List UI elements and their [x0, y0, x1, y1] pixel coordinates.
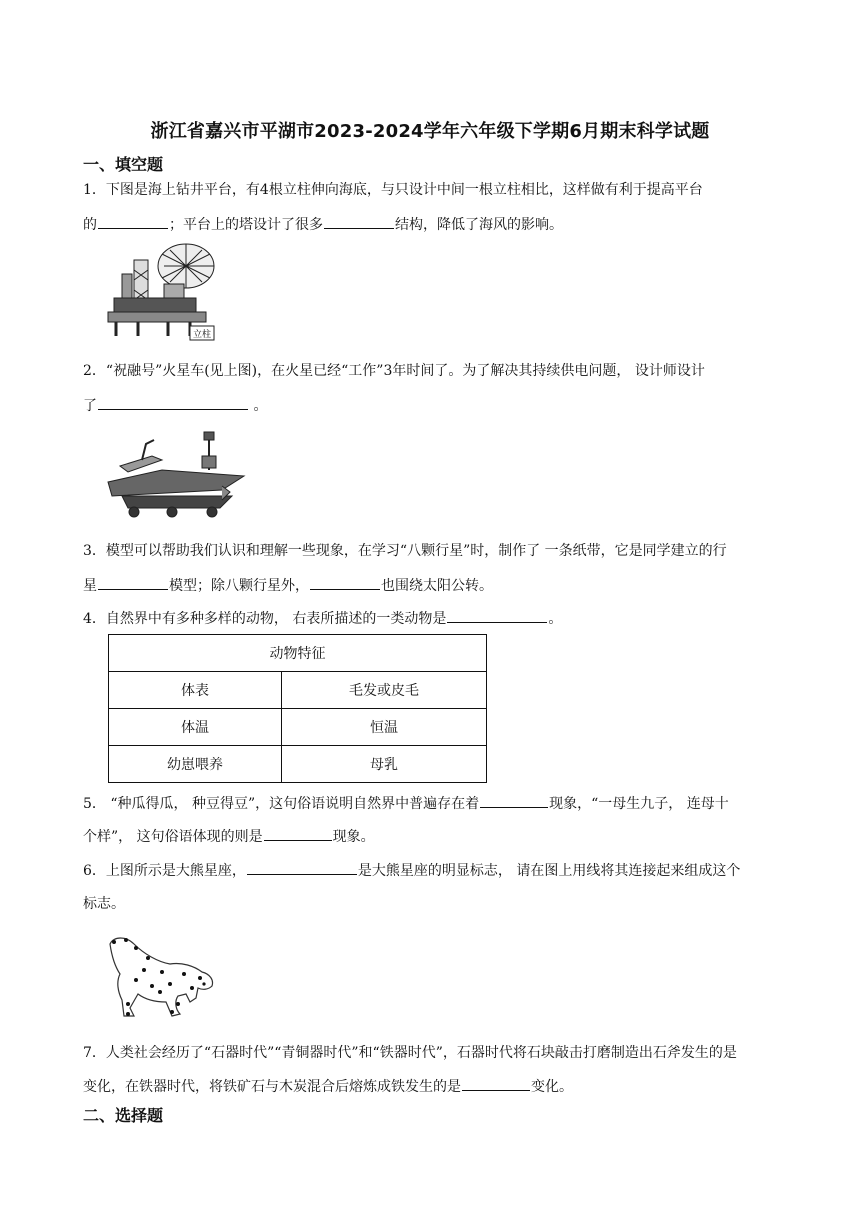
drilling-platform-figure — [104, 240, 216, 342]
q2-text-a: 了 — [83, 398, 97, 414]
q2-blank-1[interactable] — [98, 395, 248, 410]
q3-line2 — [83, 575, 783, 596]
q5-text-c: 个样”， 这句俗语体现的则是 — [83, 829, 263, 845]
q5-line1 — [83, 793, 783, 814]
q5-text-a: 5． “种瓜得瓜， 种豆得豆”，这句俗语说明自然界中普遍存在着 — [83, 796, 480, 812]
q2-text-b: 。 — [249, 398, 268, 414]
q3-text-b: 模型；除八颗行星外， — [169, 578, 309, 594]
table-cell-value: 毛发或皮毛 — [282, 672, 487, 709]
table-cell-feature: 体温 — [109, 709, 282, 746]
q4-text-b: 。 — [548, 611, 563, 627]
table-cell-value: 母乳 — [282, 746, 487, 783]
q1-line1: 1．下图是海上钻井平台，有4根立柱伸向海底，与只设计中间一根立柱相比，这样做有利于提高平台 — [83, 182, 703, 198]
table-header-cell: 动物特征 — [109, 635, 487, 672]
q1-text-a: 的 — [83, 217, 97, 233]
q1-text-b: ；平台上的塔设计了很多 — [169, 217, 323, 233]
q2-line1: 2．“祝融号”火星车(见上图)，在火星已经“工作”3年时间了。为了解决其持续供电问题， 设计师设计 — [83, 363, 705, 379]
animal-traits-table — [108, 634, 487, 783]
q4-text-a: 4．自然界中有多种多样的动物， 右表所描述的一类动物是 — [83, 611, 447, 627]
q7-text-b: 变化。 — [531, 1079, 573, 1095]
section-heading-choice: 二、选择题 — [83, 1106, 164, 1125]
table-row — [109, 746, 487, 783]
q7-line1: 7．人类社会经历了“石器时代”“青铜器时代”和“铁器时代”，石器时代将石块敲击打磨制造出石斧发生的是 — [83, 1045, 737, 1061]
q7-line2 — [83, 1076, 783, 1097]
q7-blank-1[interactable] — [462, 1076, 530, 1091]
q4-blank-1[interactable] — [447, 608, 547, 623]
q5-text-d: 现象。 — [332, 829, 375, 845]
q6-line2: 标志。 — [83, 896, 125, 912]
q6-text-a: 6．上图所示是大熊星座， — [83, 863, 246, 879]
q6-text-b: 是大熊星座的明显标志， 请在图上用线将其连接起来组成这个 — [357, 863, 741, 879]
q3-blank-2[interactable] — [310, 575, 380, 590]
q2-line2 — [83, 395, 783, 416]
table-row — [109, 672, 487, 709]
q5-text-b: 现象，“一母生九子， 连母十 — [549, 796, 729, 812]
q1-line2 — [83, 214, 783, 235]
q1-blank-1[interactable] — [98, 214, 168, 229]
q5-blank-1[interactable] — [480, 793, 548, 808]
q6-line1 — [83, 860, 783, 881]
table-cell-feature: 幼崽喂养 — [109, 746, 282, 783]
zhurong-rover-figure — [102, 426, 248, 520]
table-cell-feature: 体表 — [109, 672, 282, 709]
table-cell-value: 恒温 — [282, 709, 487, 746]
table-row — [109, 709, 487, 746]
q5-blank-2[interactable] — [264, 826, 332, 841]
ursa-major-figure — [104, 932, 218, 1022]
q7-text-a: 变化，在铁器时代，将铁矿石与木炭混合后熔炼成铁发生的是 — [83, 1079, 461, 1095]
q3-line1: 3．模型可以帮助我们认识和理解一些现象，在学习“八颗行星”时，制作了 一条纸带，它是同学建立的行 — [83, 543, 727, 559]
q1-blank-2[interactable] — [324, 214, 394, 229]
q3-text-c: 也围绕太阳公转。 — [381, 578, 493, 594]
table-header-row — [109, 635, 487, 672]
q5-line2 — [83, 826, 783, 847]
q3-text-a: 星 — [83, 578, 97, 594]
q1-text-c: 结构，降低了海风的影响。 — [395, 217, 563, 233]
section-heading-fill: 一、填空题 — [83, 155, 164, 174]
q3-blank-1[interactable] — [98, 575, 168, 590]
page-title: 浙江省嘉兴市平湖市2023-2024学年六年级下学期6月期末科学试题 — [150, 121, 710, 142]
q4-line1 — [83, 608, 783, 629]
q6-blank-1[interactable] — [247, 860, 357, 875]
figure-label-pillar: 立柱 — [192, 330, 212, 340]
